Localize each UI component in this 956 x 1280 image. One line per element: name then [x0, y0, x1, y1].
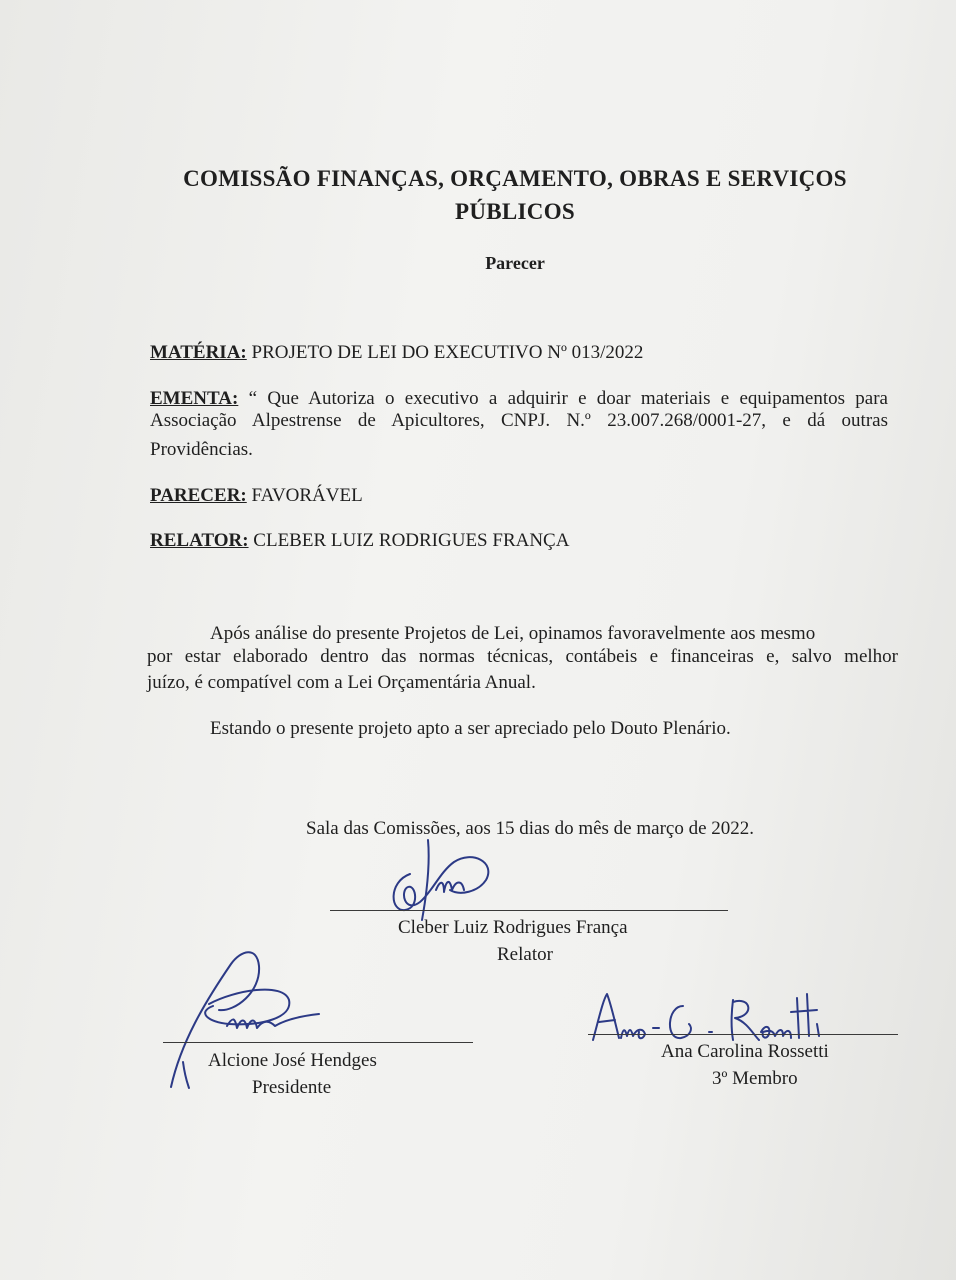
- presidente-role: Presidente: [252, 1077, 332, 1098]
- materia-value: PROJETO DE LEI DO EXECUTIVO Nº 013/2022: [246, 342, 644, 363]
- presidente-name: Alcione José Hendges: [208, 1050, 377, 1071]
- document-title-line2: PÚBLICOS: [455, 199, 575, 224]
- ementa-label: EMENTA:: [150, 388, 239, 409]
- relator-role: Relator: [497, 944, 553, 965]
- membro-signature: [585, 988, 835, 1048]
- membro-signature-line: [588, 1034, 898, 1035]
- ementa-line1: [150, 388, 888, 410]
- presidente-signature-line: [163, 1042, 473, 1043]
- paragraph1-line3: juízo, é compatível com a Lei Orçamentária Anual.: [147, 672, 536, 693]
- relator-label: RELATOR:: [150, 530, 249, 551]
- parecer-field: [150, 485, 363, 507]
- parecer-value: FAVORÁVEL: [246, 485, 363, 506]
- paragraph2: Estando o presente projeto apto a ser apreciado pelo Douto Plenário.: [210, 718, 731, 739]
- paragraph1-line2: por estar elaborado dentro das normas técnicas, contábeis e financeiras e, salvo melhor: [147, 646, 898, 667]
- materia-label: MATÉRIA:: [150, 342, 247, 363]
- materia-field: [150, 342, 643, 364]
- ementa-line2: Associação Alpestrense de Apicultores, CNPJ. N.º 23.007.268/0001-27, e dá outras: [150, 410, 888, 431]
- relator-name: Cleber Luiz Rodrigues França: [398, 917, 628, 938]
- document-title-line1: COMISSÃO FINANÇAS, ORÇAMENTO, OBRAS E SERVIÇOS: [183, 166, 847, 191]
- place-date: Sala das Comissões, aos 15 dias do mês de março de 2022.: [306, 818, 755, 839]
- document-subtitle: Parecer: [485, 253, 545, 273]
- parecer-label: PARECER:: [150, 485, 247, 506]
- membro-role: 3º Membro: [712, 1068, 798, 1089]
- relator-signature-line: [330, 910, 728, 911]
- relator-signature: [380, 832, 510, 927]
- relator-value: CLEBER LUIZ RODRIGUES FRANÇA: [248, 530, 570, 551]
- ementa-line3: Providências.: [150, 439, 253, 460]
- ementa-text-1: “ Que Autoriza o executivo a adquirir e doar materiais e equipamentos para: [238, 388, 888, 409]
- paragraph1-line1: Após análise do presente Projetos de Lei, opinamos favoravelmente aos mesmo: [210, 623, 816, 644]
- membro-name: Ana Carolina Rossetti: [661, 1041, 829, 1062]
- relator-field: [150, 530, 569, 552]
